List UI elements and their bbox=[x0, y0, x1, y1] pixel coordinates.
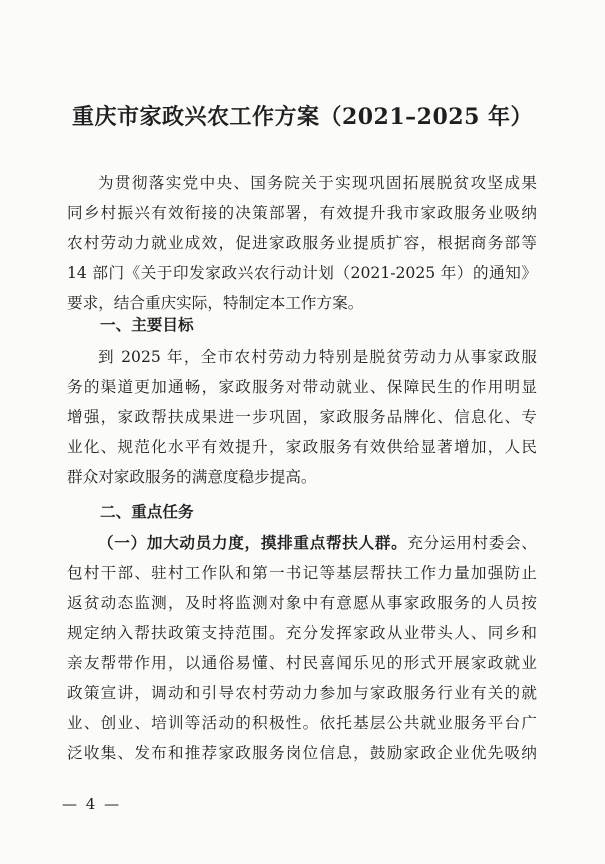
goals-line: 业化、规范化水平有效提升，家政服务有效供给显著增加，人民 bbox=[67, 438, 537, 456]
tasks-line: 包村干部、驻村工作队和第一书记等基层帮扶工作力量加强防止 bbox=[67, 564, 537, 582]
intro-line: 为贯彻落实党中央、国务院关于实现巩固拓展脱贫攻坚成果 bbox=[98, 174, 537, 192]
page-number: — 4 — bbox=[62, 795, 122, 813]
goals-line: 群众对家政服务的满意度稳步提高。 bbox=[67, 468, 317, 486]
tasks-line: 泛收集、发布和推荐家政服务岗位信息，鼓励家政企业优先吸纳 bbox=[67, 744, 537, 762]
intro-paragraph bbox=[67, 168, 537, 318]
intro-line: 农村劳动力就业成效，促进家政服务业提质扩容，根据商务部等 bbox=[67, 234, 537, 252]
tasks-line: 返贫动态监测，及时将监测对象中有意愿从事家政服务的人员按 bbox=[67, 594, 537, 612]
intro-line: 同乡村振兴有效衔接的决策部署，有效提升我市家政服务业吸纳 bbox=[67, 204, 537, 222]
task-first-line-rest: 充分运用村委会、 bbox=[407, 534, 537, 552]
intro-line: 14 部门《关于印发家政兴农行动计划（2021-2025 年）的通知》 bbox=[67, 264, 537, 282]
tasks-line: 业、创业、培训等活动的积极性。依托基层公共就业服务平台广 bbox=[67, 714, 537, 732]
tasks-line: 政策宣讲，调动和引导农村劳动力参加与家政服务行业有关的就 bbox=[67, 684, 537, 702]
tasks-line: 规定纳入帮扶政策支持范围。充分发挥家政从业带头人、同乡和 bbox=[67, 624, 537, 642]
tasks-first-line bbox=[67, 528, 537, 558]
goals-line: 到 2025 年，全市农村劳动力特别是脱贫劳动力从事家政服 bbox=[98, 348, 537, 366]
document-title: 重庆市家政兴农工作方案（2021–2025 年） bbox=[71, 104, 534, 130]
section-heading-goals: 一、主要目标 bbox=[100, 315, 194, 334]
task-subheading: （一）加大动员力度，摸排重点帮扶人群。 bbox=[98, 533, 408, 552]
goals-paragraph bbox=[67, 342, 537, 492]
goals-line: 务的渠道更加通畅，家政服务对带动就业、保障民生的作用明显 bbox=[67, 378, 537, 396]
tasks-paragraph bbox=[67, 528, 537, 768]
intro-line: 要求，结合重庆实际，特制定本工作方案。 bbox=[67, 294, 364, 312]
goals-line: 增强，家政帮扶成果进一步巩固，家政服务品牌化、信息化、专 bbox=[67, 408, 537, 426]
tasks-line: 亲友帮带作用，以通俗易懂、村民喜闻乐见的形式开展家政就业 bbox=[67, 654, 537, 672]
section-heading-tasks: 二、重点任务 bbox=[100, 502, 194, 521]
